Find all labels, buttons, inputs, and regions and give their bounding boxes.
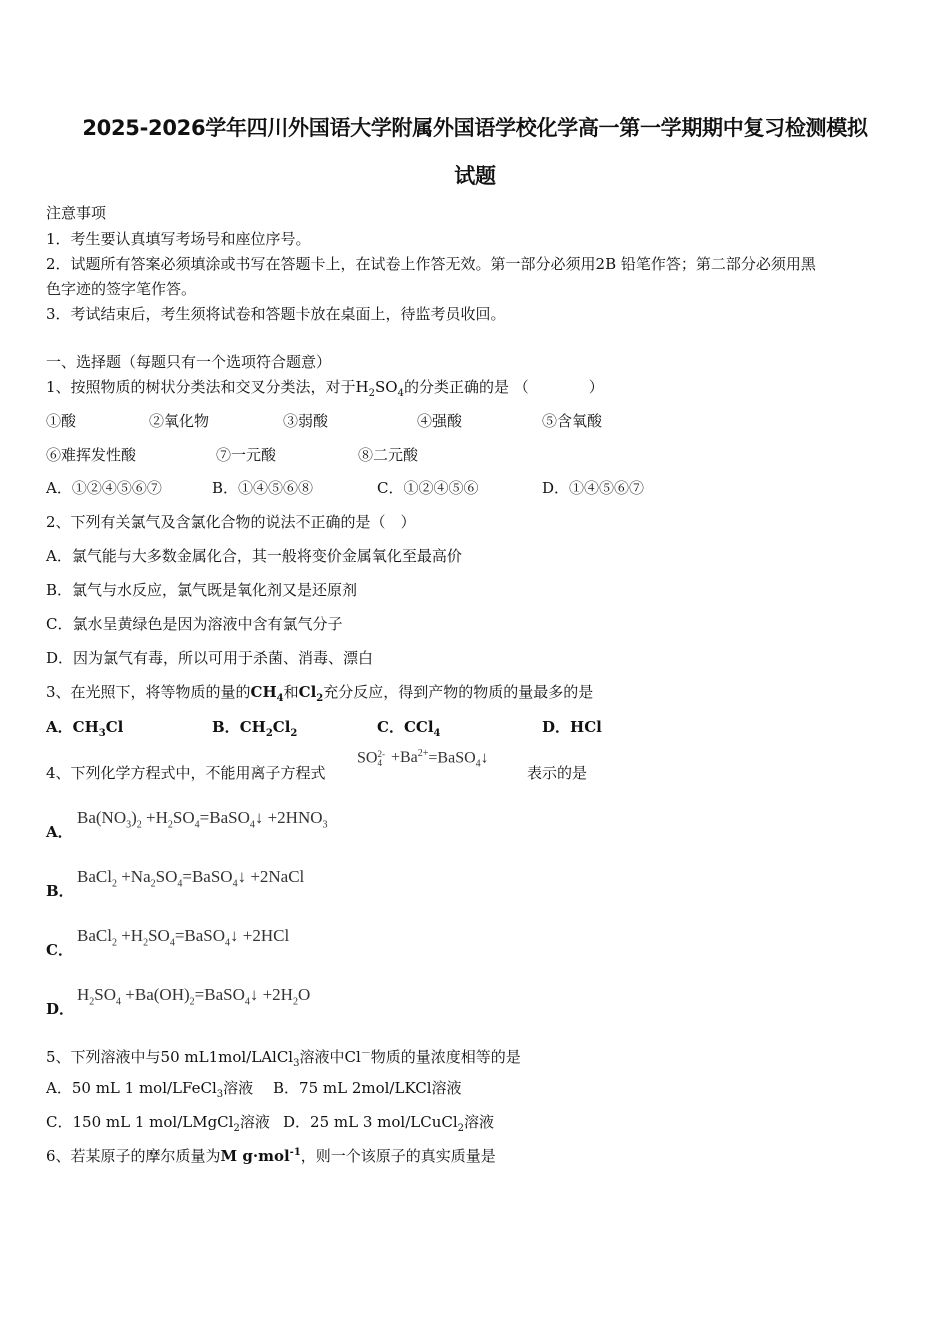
q1-item: ⑥难挥发性酸 [46, 446, 137, 464]
question-6-stem: 6、若某原子的摩尔质量为M g·mol$^{-1}$，则一个该原子的真实质量是 [46, 1147, 496, 1165]
q3-option-d[interactable]: D．HCl [542, 718, 602, 736]
question-5-stem: 5、下列溶液中与50 mL1mol/LAlCl$_3$溶液中Cl－物质的量浓度相等的是 [46, 1048, 521, 1069]
q5-option-d[interactable]: D．25 mL 3 mol/LCuCl$_2$溶液 [283, 1113, 495, 1134]
question-3-stem: 3、在光照下，将等物质的量的$CH_4$和$Cl_2$充分反应，得到产物的物质的量最多的是 [46, 683, 594, 704]
q5-option-a[interactable]: A．50 mL 1 mol/LFeCl$_3$溶液 [46, 1079, 254, 1100]
q4-option-d[interactable]: D． [46, 1000, 75, 1018]
q3-option-c[interactable]: C．CCl$_4$ [377, 718, 441, 739]
section-heading: 一、选择题（每题只有一个选项符合题意） [46, 353, 332, 371]
ionic-equation: SO 2- 4 $+Ba^{2+}=BaSO_4↓$ [357, 748, 489, 770]
q4-equation-b: BaCl$_2$ $+Na_2SO_4=BaSO_4↓$ +2NaCl [77, 867, 305, 890]
q3-option-b[interactable]: B．$CH_2Cl_2$ [212, 718, 298, 739]
q1-item: ①酸 [46, 412, 77, 430]
q4-equation-a: $Ba(NO_3)_2$ $+H_2SO_4=BaSO_4↓ +2HNO_3$ [77, 808, 328, 831]
q1-item: ⑦一元酸 [216, 446, 277, 464]
q4-option-c[interactable]: C． [46, 941, 73, 959]
question-4-stem-post: 表示的是 [527, 764, 588, 782]
q4-option-a[interactable]: A． [46, 823, 73, 841]
q1-option-c[interactable]: C．①②④⑤⑥ [377, 479, 479, 497]
exam-title-line1: 2025-2026学年四川外国语大学附属外国语学校化学高一第一学期期中复习检测模拟 [82, 116, 868, 140]
q4-equation-c: BaCl$_2$ $+H_2SO_4=BaSO_4↓ +2HCl$ [77, 926, 290, 949]
notice-item: 3．考试结束后，考生须将试卷和答题卡放在桌面上，待监考员收回。 [46, 305, 506, 323]
q2-option-b[interactable]: B．氯气与水反应，氯气既是氧化剂又是还原剂 [46, 581, 358, 599]
q1-option-b[interactable]: B．①④⑤⑥⑧ [212, 479, 314, 497]
question-2-stem: 2、下列有关氯气及含氯化合物的说法不正确的是（ ） [46, 513, 416, 531]
notice-item: 1．考生要认真填写考场号和座位序号。 [46, 230, 311, 248]
q4-option-b[interactable]: B． [46, 882, 74, 900]
q1-option-a[interactable]: A．①②④⑤⑥⑦ [46, 479, 162, 497]
q1-item: ④强酸 [417, 412, 463, 430]
q5-option-c[interactable]: C．150 mL 1 mol/LMgCl$_2$溶液 [46, 1113, 270, 1134]
notice-item: 2．试题所有答案必须填涂或书写在答题卡上，在试卷上作答无效。第一部分必须用2B 铅笔作答；第二部分必须用黑 [46, 255, 816, 273]
question-4-stem-pre: 4、下列化学方程式中，不能用离子方程式 [46, 764, 326, 782]
q4-equation-d: $H_2SO_4$ $+Ba(OH)_2=BaSO_4↓ +2H_2O$ [77, 985, 311, 1008]
q2-option-a[interactable]: A．氯气能与大多数金属化合，其一般将变价金属氧化至最高价 [46, 547, 462, 565]
q2-option-d[interactable]: D．因为氯气有毒，所以可用于杀菌、消毒、漂白 [46, 649, 374, 667]
notice-item: 色字迹的签字笔作答。 [46, 280, 197, 298]
q2-option-c[interactable]: C．氯水呈黄绿色是因为溶液中含有氯气分子 [46, 615, 343, 633]
q1-item: ②氧化物 [149, 412, 210, 430]
q1-item: ③弱酸 [283, 412, 329, 430]
notice-heading: 注意事项 [46, 204, 107, 222]
q5-option-b[interactable]: B．75 mL 2mol/LKCl溶液 [273, 1079, 462, 1097]
q1-option-d[interactable]: D．①④⑤⑥⑦ [542, 479, 645, 497]
q1-item: ⑤含氧酸 [542, 412, 603, 430]
question-1-stem: 1、按照物质的树状分类法和交叉分类法，对于$H_2SO_4$的分类正确的是 （ ） [46, 378, 604, 399]
exam-title-line2: 试题 [454, 164, 496, 188]
q3-option-a[interactable]: A．$CH_3Cl$ [46, 718, 124, 739]
q1-item: ⑧二元酸 [358, 446, 419, 464]
